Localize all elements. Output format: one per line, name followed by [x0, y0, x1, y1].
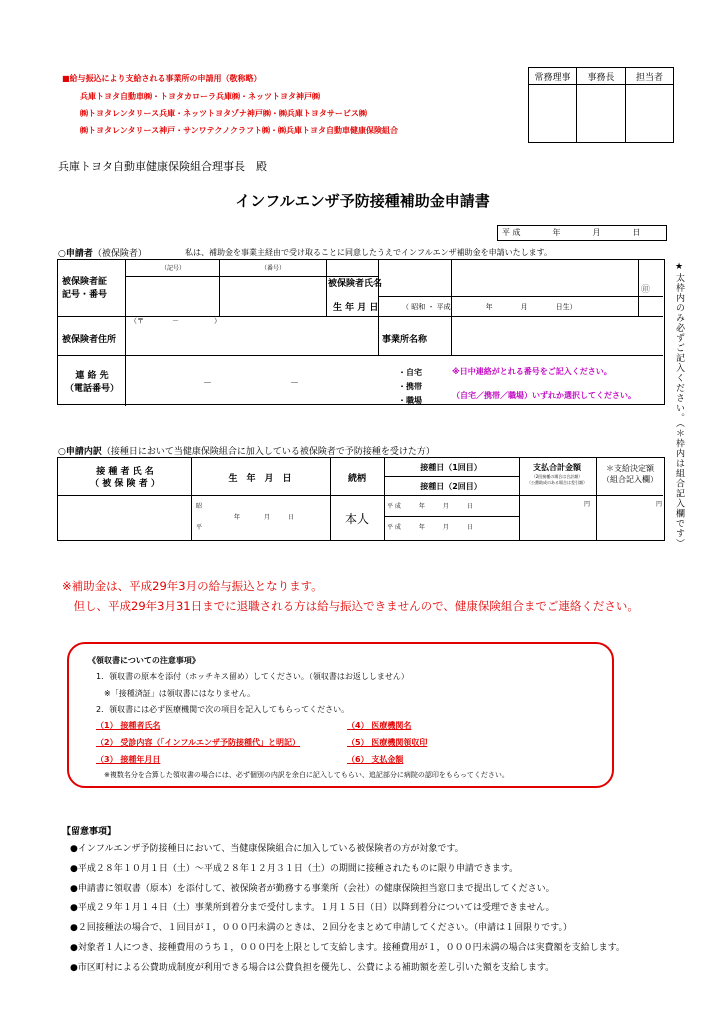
phone-dash-2: －: [290, 379, 300, 389]
payment-notice: [62, 576, 639, 616]
applicant-heading: ○申請者（被保険者）: [58, 249, 147, 259]
remark-item: ●対象者１人につき、接種費用のうち１，０００円を上限として支給します。接種費用が１，０００円未満の場合は実費額を支給します。: [70, 942, 625, 953]
name-label: 被保険者氏名: [328, 279, 383, 289]
col-dose-1: 接種日（1回目）: [420, 463, 482, 472]
col-decision: ＊支給決定額 （組合記入欄）: [602, 464, 658, 484]
remark-item: ●平成２９年１月１４日（土）事業所到着分まで受付します。１月１５日（日）以降到着分については受理できません。: [70, 903, 555, 914]
receipt-footnote: ※複数名分を合算した領収書の場合には、必ず個別の内訳を余白に記入してもらい、追記部分に病院の認印をもらってください。: [104, 771, 509, 779]
company-line-2: ㈱トヨタレンタリース兵庫・ネッツトヨタゾナ神戸㈱・㈱兵庫トヨタサービス㈱: [80, 109, 367, 118]
receipt-title: 《領収書についての注意事項》: [88, 656, 200, 665]
addressee: 兵庫トヨタ自動車健康保険組合理事長 殿: [58, 160, 267, 173]
phone-input[interactable]: [130, 360, 370, 400]
receipt-field-3: （3） 接種年月日: [96, 755, 161, 764]
row-birth-era-1: 昭: [196, 503, 203, 510]
name-input[interactable]: [452, 261, 638, 295]
approval-manager: 事務長: [587, 73, 615, 83]
recipient-name-input[interactable]: [59, 497, 189, 539]
approval-box: [528, 67, 674, 143]
remark-item: ●インフルエンザ予防接種日において、当健康保険組合に加入している被保険者の方が対象です。: [70, 844, 464, 854]
remarks-title: 【留意事項】: [62, 827, 117, 837]
phone-type-work[interactable]: ・職場: [398, 396, 422, 405]
company-line-3: ㈱トヨタレンタリース神戸・サンワテクノクラフト㈱・㈱兵庫トヨタ自動車健康保険組合: [80, 126, 398, 135]
company-line-1: 兵庫トヨタ自動車㈱・トヨタカローラ兵庫㈱・ネッツトヨタ神戸㈱: [80, 92, 320, 101]
address-label: 被保険者住所: [62, 335, 117, 345]
postal-code[interactable]: （〒 － ）: [130, 317, 221, 325]
phone-note-2: （自宅／携帯／職場）いずれか選択してください。: [452, 391, 636, 400]
date-box[interactable]: [497, 225, 667, 241]
office-label: 事業所名称: [382, 335, 428, 345]
date-line: 平 成 年 月 日: [502, 228, 641, 237]
col-relation: 続柄: [347, 474, 366, 484]
receipt-item-2: 2．領収書には必ず医療機関で次の項目を記入してもらってください。: [96, 705, 350, 714]
phone-type-mobile[interactable]: ・携帯: [398, 382, 422, 391]
row-dose-1[interactable]: 平 成 年 月 日: [387, 503, 473, 510]
remark-item: ●２回接種法の場合で、１回目が１，０００円未満のときは、２回分をまとめて申請してください。（申請は１回限りです。）: [70, 923, 572, 934]
receipt-field-4: （4） 医療機関名: [347, 721, 412, 730]
birth-value[interactable]: （ 昭和 ・ 平成 年 月 日生）: [402, 303, 577, 311]
payment-notice-line-2: 但し、平成29年3月31日までに退職される方は給与振込できませんので、健康保険組合までご連絡ください。: [62, 599, 639, 613]
yen-decision: 円: [656, 501, 663, 508]
approval-executive: 常務理事: [534, 73, 571, 83]
contact-label: 連 絡 先 （電話番号）: [64, 371, 119, 394]
remark-item: ●市区町村による公費助成制度が利用できる場合は公費負担を優先し、公費による補助額を差し引いた額を支給します。: [70, 962, 555, 973]
col-total: 支払合計金額: [533, 463, 581, 472]
col-name: 接 種 者 氏 名 （ 被 保 険 者 ）: [90, 467, 160, 489]
total-amount-input[interactable]: [519, 497, 595, 539]
yen-total: 円: [584, 501, 591, 508]
receipt-field-6: （6） 支払金額: [347, 755, 404, 764]
details-heading: ○申請内訳（接種日において当健康保険組合に加入している被保険者で予防接種を受けた方）: [58, 447, 435, 457]
birth-label: 生 年 月 日: [333, 303, 379, 313]
symbol-label: （記号）: [160, 265, 185, 272]
receipt-item-1-note: ※「接種済証」は領収書にはなりません。: [104, 689, 256, 698]
office-input[interactable]: [452, 318, 662, 354]
page-title: インフルエンザ予防接種補助金申請書: [235, 192, 490, 210]
col-dose-2: 接種日（2回目）: [420, 482, 482, 491]
phone-dash-1: －: [203, 379, 213, 389]
seal-mark: ㊞: [641, 285, 651, 295]
remark-item: ●申請書に領収書（原本）を添付して、被保険者が勤務する事業所（会社）の健康保険担当窓口まで提出してください。: [70, 883, 555, 894]
side-note: ★太枠内のみ必ずご記入ください。（＊枠内は組合記入欄です）: [674, 262, 684, 549]
row-dose-2[interactable]: 平 成 年 月 日: [387, 524, 473, 531]
receipt-field-1: （1） 接種者氏名: [96, 721, 161, 730]
row-birth-ymd[interactable]: 年 月 日: [234, 514, 295, 521]
phone-type-options[interactable]: [398, 366, 422, 408]
insured-card-label: 被保険者証 記号・番号: [62, 277, 108, 300]
symbol-input[interactable]: [126, 276, 218, 312]
payment-notice-line-1: ※補助金は、平成29年3月の給与振込となります。: [62, 579, 323, 593]
row-birth-era-2: 平: [196, 524, 203, 531]
col-total-sub: （2回接種の場合は合計額） （公費助成のある場合は差引額）: [527, 474, 587, 485]
approval-staff: 担当者: [635, 73, 663, 83]
consent-text: 私は、補助金を事業主経由で受け取ることに同意したうえでインフルエンザ補助金を申請いたします。: [185, 248, 553, 257]
notice-title: ■給与振込により支給される事業所の申請用（敬称略）: [62, 74, 262, 83]
remarks-list: [70, 840, 625, 979]
receipt-field-5: （5） 医療機関領収印: [347, 738, 428, 747]
col-birth: 生 年 月 日: [228, 474, 292, 484]
number-label: （番号）: [260, 265, 285, 272]
phone-type-home[interactable]: ・自宅: [398, 368, 422, 377]
receipt-field-2: （2） 受診内容（「インフルエンザ予防接種代」と明記）: [96, 738, 301, 747]
phone-note-1: ※日中連絡がとれる番号をご記入ください。: [452, 367, 612, 376]
number-input[interactable]: [220, 276, 324, 312]
receipt-item-1: 1．領収書の原本を添付（ホッチキス留め）してください。（領収書はお返ししません）: [96, 672, 409, 681]
remark-item: ●平成２８年１０月１日（土）～平成２８年１２月３１日（土）の期間に接種されたものに限り申請できます。: [70, 863, 519, 874]
row-relation: 本人: [344, 512, 369, 526]
